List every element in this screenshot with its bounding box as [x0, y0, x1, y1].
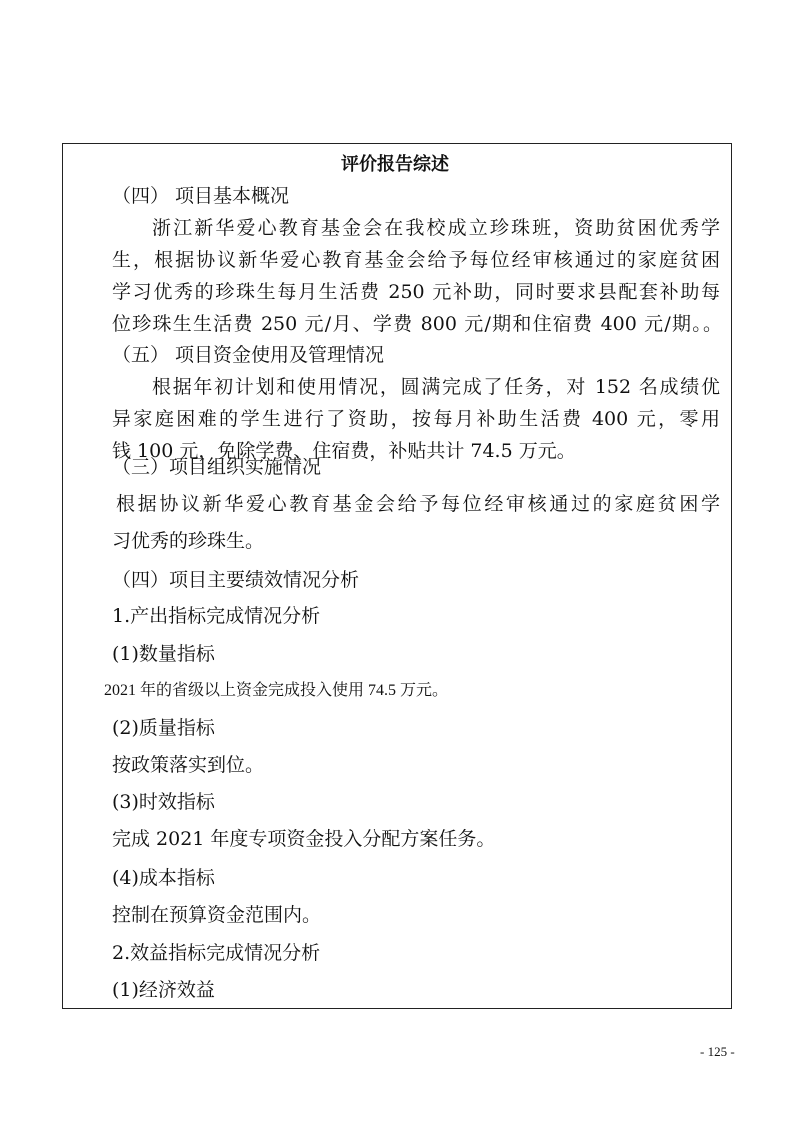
indicator-heading: (1)数量指标 — [112, 643, 215, 665]
paragraph-line: 钱 100 元，免除学费、住宿费，补贴共计 74.5 万元。 — [112, 440, 576, 462]
paragraph-line: 按政策落实到位。 — [112, 754, 265, 776]
subsection-heading: 2.效益指标完成情况分析 — [112, 942, 321, 964]
section-heading: （五） 项目资金使用及管理情况 — [112, 344, 385, 366]
section-heading: （四）项目主要绩效情况分析 — [112, 569, 360, 591]
indicator-heading: (2)质量指标 — [112, 717, 215, 739]
paragraph-line: 2021 年的省级以上资金完成投入使用 74.5 万元。 — [104, 682, 449, 699]
indicator-heading: (4)成本指标 — [112, 867, 215, 889]
paragraph-line: 生，根据协议新华爱心教育基金会给予每位经审核通过的家庭贫困 — [112, 249, 720, 271]
indicator-heading: (1)经济效益 — [112, 979, 215, 1001]
paragraph-line: 位珍珠生生活费 250 元/月、学费 800 元/期和住宿费 400 元/期。。 — [112, 313, 722, 335]
paragraph-line: 学习优秀的珍珠生每月生活费 250 元补助，同时要求县配套补助每 — [112, 281, 720, 303]
paragraph-line: 根据年初计划和使用情况，圆满完成了任务，对 152 名成绩优 — [152, 376, 720, 398]
page-number: - 125 - — [700, 1044, 735, 1059]
paragraph-line: 根据协议新华爱心教育基金会给予每位经审核通过的家庭贫困学 — [116, 493, 720, 515]
table-title: 评价报告综述 — [341, 154, 449, 175]
paragraph-line: 控制在预算资金范围内。 — [112, 904, 322, 926]
paragraph-line: 异家庭困难的学生进行了资助，按每月补助生活费 400 元，零用 — [112, 408, 720, 430]
paragraph-line: 浙江新华爱心教育基金会在我校成立珍珠班，资助贫困优秀学 — [152, 217, 720, 239]
paragraph-line: 习优秀的珍珠生。 — [112, 530, 265, 552]
indicator-heading: (3)时效指标 — [112, 791, 215, 813]
subsection-heading: 1.产出指标完成情况分析 — [112, 605, 321, 627]
section-heading: （三）项目组织实施情况 — [112, 456, 322, 478]
section-heading: （四） 项目基本概况 — [112, 185, 290, 207]
paragraph-line: 完成 2021 年度专项资金投入分配方案任务。 — [112, 828, 496, 850]
